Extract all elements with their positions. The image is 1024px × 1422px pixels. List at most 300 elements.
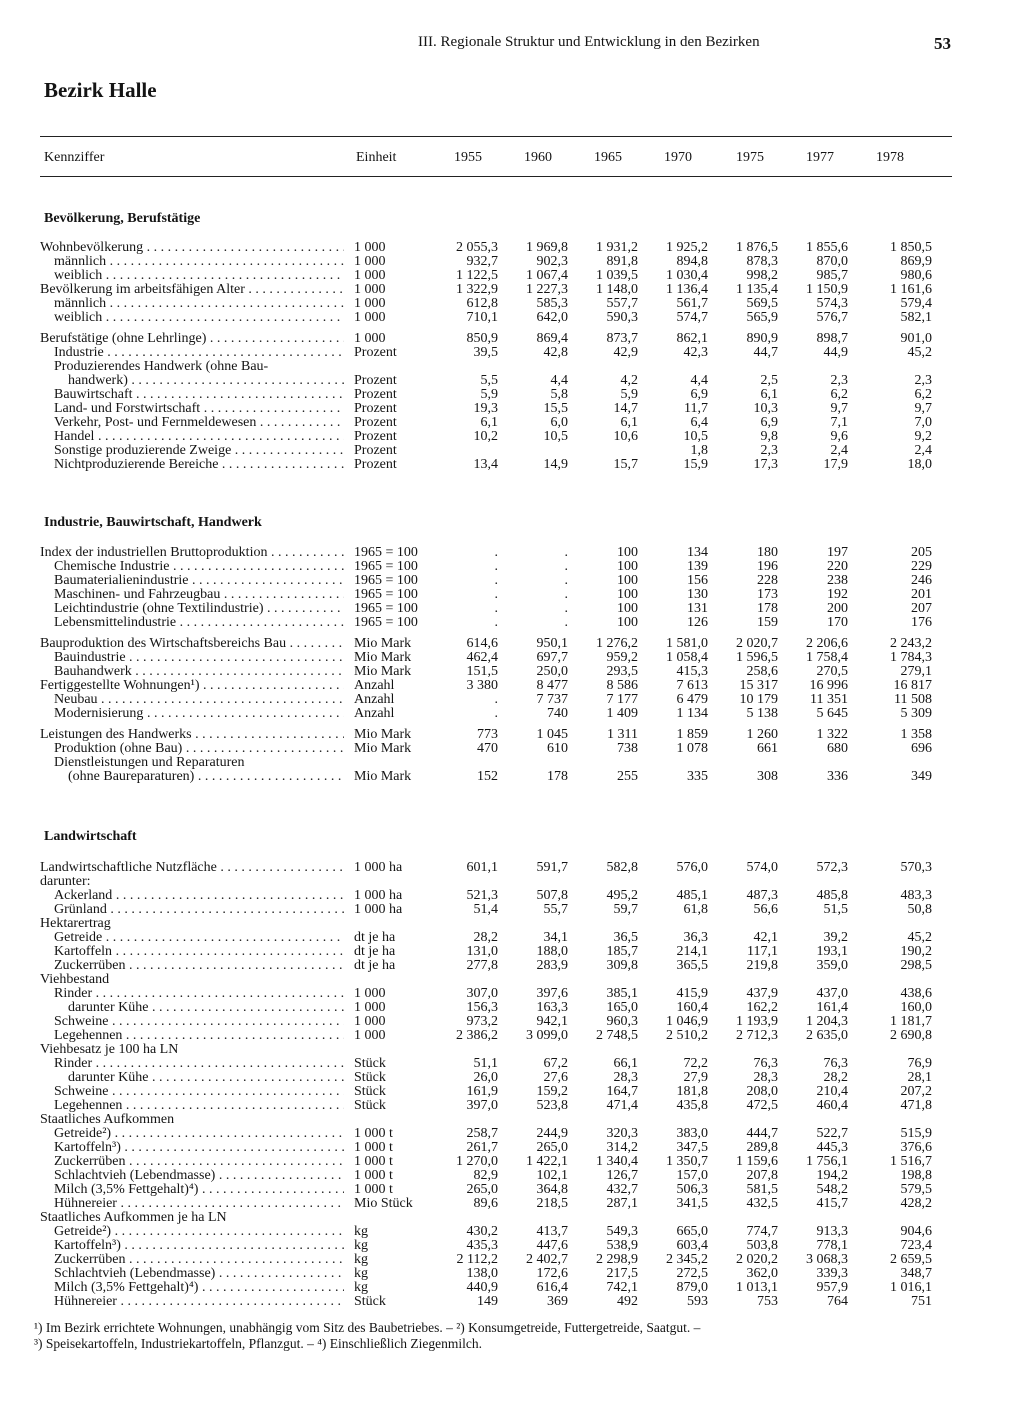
- table-row: [40, 1281, 960, 1295]
- row-value-1970: 160,4: [676, 1000, 708, 1015]
- table-row: [40, 1085, 960, 1099]
- row-value-1978: 751: [911, 1294, 932, 1309]
- row-value-1955: .: [494, 587, 498, 602]
- row-label: Baumaterialienindustrie . . .: [40, 574, 344, 588]
- column-header-year: 1965: [594, 150, 622, 165]
- row-unit: 1 000: [354, 332, 386, 346]
- row-value-1955: 440,9: [466, 1280, 498, 1295]
- table-row: [40, 1043, 960, 1057]
- row-label: Rinder . . .: [40, 1057, 344, 1071]
- row-value-1960: 585,3: [536, 296, 568, 311]
- row-value-1977: 437,0: [816, 986, 848, 1001]
- row-value-1970: 506,3: [676, 1182, 708, 1197]
- row-value-1975: 258,6: [746, 664, 778, 679]
- row-value-1965: 36,5: [613, 930, 638, 945]
- column-header-year: 1955: [454, 150, 482, 165]
- row-value-1965: 293,5: [606, 664, 638, 679]
- row-unit: Mio Mark: [354, 651, 412, 665]
- row-value-1975: 432,5: [746, 1196, 778, 1211]
- row-value-1978: 1 358: [900, 727, 932, 742]
- row-value-1965: 492: [617, 1294, 638, 1309]
- row-unit: Mio Mark: [354, 637, 412, 651]
- row-label: Hühnereier . . .: [40, 1197, 344, 1211]
- table-row: [40, 637, 960, 651]
- table-row: [40, 693, 960, 707]
- row-label: Hektarertrag: [40, 917, 111, 931]
- row-value-1955: 261,7: [466, 1140, 498, 1155]
- row-label: Modernisierung . . .: [40, 707, 344, 721]
- table-row: [40, 903, 960, 917]
- row-value-1977: 1 756,1: [806, 1154, 848, 1169]
- row-unit: Mio Mark: [354, 742, 412, 756]
- row-value-1970: 4,4: [690, 373, 708, 388]
- table-row: [40, 756, 960, 770]
- row-label: Schweine . . .: [40, 1015, 344, 1029]
- row-value-1977: 764: [827, 1294, 848, 1309]
- row-value-1970: 130: [687, 587, 708, 602]
- row-unit: 1 000 t: [354, 1141, 393, 1155]
- row-value-1970: 214,1: [676, 944, 708, 959]
- row-unit: 1 000: [354, 311, 386, 325]
- row-value-1960: 591,7: [536, 860, 568, 875]
- row-value-1977: 170: [827, 615, 848, 630]
- row-value-1960: 364,8: [536, 1182, 568, 1197]
- row-label: Staatliches Aufkommen je ha LN: [40, 1211, 227, 1225]
- row-label: Zuckerrüben . . .: [40, 959, 344, 973]
- row-label: Schlachtvieh (Lebendmasse) . . .: [40, 1169, 344, 1183]
- row-value-1977: 39,2: [823, 930, 848, 945]
- row-value-1960: 15,5: [543, 401, 568, 416]
- row-label: Handel . . .: [40, 430, 344, 444]
- row-value-1977: 28,2: [823, 1070, 848, 1085]
- row-label: Viehbestand: [40, 973, 110, 987]
- row-unit: 1965 = 100: [354, 546, 418, 560]
- row-value-1977: 870,0: [816, 254, 848, 269]
- table-row: [40, 402, 960, 416]
- row-value-1955: 28,2: [473, 930, 498, 945]
- row-value-1955: 462,4: [466, 650, 498, 665]
- row-value-1960: 163,3: [536, 1000, 568, 1015]
- row-label: Getreide²) . . .: [40, 1127, 344, 1141]
- row-value-1975: 208,0: [746, 1084, 778, 1099]
- row-value-1977: 2,4: [830, 443, 848, 458]
- row-value-1977: 778,1: [816, 1238, 848, 1253]
- row-value-1970: 156: [687, 573, 708, 588]
- row-value-1978: 246: [911, 573, 932, 588]
- row-value-1970: 561,7: [676, 296, 708, 311]
- row-value-1970: 1 581,0: [666, 636, 708, 651]
- row-label: Milch (3,5% Fettgehalt)⁴) . . .: [40, 1183, 344, 1197]
- row-label: Berufstätige (ohne Lehrlinge) . . .: [40, 332, 344, 346]
- table-row: [40, 987, 960, 1001]
- row-unit: 1965 = 100: [354, 616, 418, 630]
- row-value-1970: 15,9: [683, 457, 708, 472]
- row-value-1960: 869,4: [536, 331, 568, 346]
- row-value-1977: 193,1: [816, 944, 848, 959]
- row-value-1975: 472,5: [746, 1098, 778, 1113]
- row-value-1978: 198,8: [900, 1168, 932, 1183]
- row-value-1977: 1 758,4: [806, 650, 848, 665]
- row-value-1978: 428,2: [900, 1196, 932, 1211]
- table-row: [40, 742, 960, 756]
- row-value-1960: 4,4: [550, 373, 568, 388]
- table-row: [40, 360, 960, 374]
- row-value-1978: 515,9: [900, 1126, 932, 1141]
- row-unit: Anzahl: [354, 679, 395, 693]
- row-label: Produktion (ohne Bau) . . .: [40, 742, 344, 756]
- column-header-year: 1977: [806, 150, 834, 165]
- row-value-1977: 44,9: [823, 345, 848, 360]
- row-value-1960: 14,9: [543, 457, 568, 472]
- row-value-1975: 6,1: [760, 387, 778, 402]
- row-value-1975: 362,0: [746, 1266, 778, 1281]
- row-value-1955: 932,7: [466, 254, 498, 269]
- row-value-1955: 51,1: [473, 1056, 498, 1071]
- row-value-1975: 28,3: [753, 1070, 778, 1085]
- row-value-1960: 218,5: [536, 1196, 568, 1211]
- row-value-1978: 207: [911, 601, 932, 616]
- row-value-1960: 10,5: [543, 429, 568, 444]
- row-value-1965: 185,7: [606, 944, 638, 959]
- row-value-1955: .: [494, 692, 498, 707]
- row-value-1965: 6,1: [620, 415, 638, 430]
- row-value-1970: 415,3: [676, 664, 708, 679]
- table-row: [40, 1225, 960, 1239]
- row-value-1975: 1 159,6: [736, 1154, 778, 1169]
- row-value-1978: 2,4: [914, 443, 932, 458]
- row-unit: 1965 = 100: [354, 588, 418, 602]
- row-value-1965: 1 409: [606, 706, 638, 721]
- row-value-1975: 76,3: [753, 1056, 778, 1071]
- row-value-1977: 2 206,6: [806, 636, 848, 651]
- row-value-1960: 697,7: [536, 650, 568, 665]
- column-header-year: 1960: [524, 150, 552, 165]
- row-value-1970: 61,8: [683, 902, 708, 917]
- row-value-1955: 1 270,0: [456, 1154, 498, 1169]
- row-value-1978: 45,2: [907, 345, 932, 360]
- row-value-1960: 5,8: [550, 387, 568, 402]
- table-row: [40, 1253, 960, 1267]
- column-header-year: 1978: [876, 150, 904, 165]
- row-value-1960: 67,2: [543, 1056, 568, 1071]
- row-value-1975: 878,3: [746, 254, 778, 269]
- row-value-1960: 1 045: [536, 727, 568, 742]
- row-value-1977: 200: [827, 601, 848, 616]
- row-label: Zuckerrüben . . .: [40, 1155, 344, 1169]
- row-value-1955: 397,0: [466, 1098, 498, 1113]
- table-row: [40, 1155, 960, 1169]
- row-label: darunter Kühe . . .: [40, 1071, 344, 1085]
- row-value-1978: 2 690,8: [890, 1028, 932, 1043]
- row-value-1975: 207,8: [746, 1168, 778, 1183]
- row-label: Sonstige produzierende Zweige . . .: [40, 444, 344, 458]
- table-row: [40, 1057, 960, 1071]
- row-value-1970: 879,0: [676, 1280, 708, 1295]
- row-value-1960: 413,7: [536, 1224, 568, 1239]
- row-value-1970: 181,8: [676, 1084, 708, 1099]
- row-value-1965: 320,3: [606, 1126, 638, 1141]
- row-value-1978: 582,1: [900, 310, 932, 325]
- row-unit: Prozent: [354, 458, 397, 472]
- row-value-1978: 205: [911, 545, 932, 560]
- table-row: [40, 1267, 960, 1281]
- row-value-1977: 5 645: [816, 706, 848, 721]
- row-label: Wohnbevölkerung . . .: [40, 241, 344, 255]
- row-value-1965: 959,2: [606, 650, 638, 665]
- row-value-1970: 341,5: [676, 1196, 708, 1211]
- row-unit: Prozent: [354, 402, 397, 416]
- row-value-1978: 160,0: [900, 1000, 932, 1015]
- row-value-1975: 159: [757, 615, 778, 630]
- table-row: [40, 1239, 960, 1253]
- row-value-1978: 723,4: [900, 1238, 932, 1253]
- row-unit: 1 000 t: [354, 1183, 393, 1197]
- table-row: [40, 574, 960, 588]
- table-row: [40, 1015, 960, 1029]
- row-value-1960: 616,4: [536, 1280, 568, 1295]
- row-value-1975: 569,5: [746, 296, 778, 311]
- row-unit: Anzahl: [354, 693, 395, 707]
- row-value-1978: 376,6: [900, 1140, 932, 1155]
- row-value-1960: .: [564, 615, 568, 630]
- row-value-1965: 582,8: [606, 860, 638, 875]
- column-header-year: 1975: [736, 150, 764, 165]
- row-value-1970: 1 925,2: [666, 240, 708, 255]
- row-label: Hühnereier . . .: [40, 1295, 344, 1309]
- table-row: [40, 430, 960, 444]
- row-unit: Prozent: [354, 346, 397, 360]
- section-heading: Bevölkerung, Berufstätige: [44, 211, 201, 226]
- row-value-1970: 272,5: [676, 1266, 708, 1281]
- row-value-1965: 960,3: [606, 1014, 638, 1029]
- row-value-1977: 192: [827, 587, 848, 602]
- row-unit: Stück: [354, 1057, 386, 1071]
- row-value-1955: .: [494, 601, 498, 616]
- row-value-1960: 42,8: [543, 345, 568, 360]
- row-value-1970: 1 046,9: [666, 1014, 708, 1029]
- row-value-1955: 430,2: [466, 1224, 498, 1239]
- row-value-1977: 576,7: [816, 310, 848, 325]
- table-row: [40, 1029, 960, 1043]
- row-value-1970: 72,2: [683, 1056, 708, 1071]
- row-value-1955: .: [494, 615, 498, 630]
- row-value-1977: 2,3: [830, 373, 848, 388]
- row-value-1975: 1 193,9: [736, 1014, 778, 1029]
- row-value-1977: 680: [827, 741, 848, 756]
- row-unit: Stück: [354, 1071, 386, 1085]
- row-label: Leistungen des Handwerks . . .: [40, 728, 344, 742]
- row-value-1977: 194,2: [816, 1168, 848, 1183]
- row-value-1955: 307,0: [466, 986, 498, 1001]
- table-row: [40, 588, 960, 602]
- row-value-1977: 460,4: [816, 1098, 848, 1113]
- row-unit: Stück: [354, 1099, 386, 1113]
- row-value-1977: 522,7: [816, 1126, 848, 1141]
- row-value-1965: 100: [617, 615, 638, 630]
- row-value-1975: 1 013,1: [736, 1280, 778, 1295]
- row-value-1977: 957,9: [816, 1280, 848, 1295]
- row-value-1978: 298,5: [900, 958, 932, 973]
- row-value-1970: 36,3: [683, 930, 708, 945]
- row-value-1960: 265,0: [536, 1140, 568, 1155]
- row-label: Viehbesatz je 100 ha LN: [40, 1043, 179, 1057]
- table-row: [40, 679, 960, 693]
- row-value-1977: 336: [827, 769, 848, 784]
- row-value-1965: 164,7: [606, 1084, 638, 1099]
- row-value-1970: 1 134: [676, 706, 708, 721]
- row-value-1975: 2 020,7: [736, 636, 778, 651]
- row-value-1975: 42,1: [753, 930, 778, 945]
- table-row: [40, 374, 960, 388]
- row-value-1955: 51,4: [473, 902, 498, 917]
- row-unit: Prozent: [354, 388, 397, 402]
- row-unit: dt je ha: [354, 959, 396, 973]
- row-value-1978: 176: [911, 615, 932, 630]
- row-value-1977: 1 322: [816, 727, 848, 742]
- row-value-1960: 102,1: [536, 1168, 568, 1183]
- row-value-1970: 894,8: [676, 254, 708, 269]
- row-value-1970: 1 350,7: [666, 1154, 708, 1169]
- row-value-1970: 862,1: [676, 331, 708, 346]
- row-value-1978: 6,2: [914, 387, 932, 402]
- row-value-1965: 100: [617, 587, 638, 602]
- row-value-1975: 5 138: [746, 706, 778, 721]
- row-value-1975: 9,8: [760, 429, 778, 444]
- row-value-1977: 210,4: [816, 1084, 848, 1099]
- row-unit: Mio Mark: [354, 770, 412, 784]
- row-value-1970: 1 859: [676, 727, 708, 742]
- row-value-1960: 27,6: [543, 1070, 568, 1085]
- row-value-1960: 397,6: [536, 986, 568, 1001]
- row-value-1977: 9,7: [830, 401, 848, 416]
- row-value-1960: 250,0: [536, 664, 568, 679]
- row-value-1965: 309,8: [606, 958, 638, 973]
- row-value-1978: 9,2: [914, 429, 932, 444]
- row-label: Industrie . . .: [40, 346, 344, 360]
- row-value-1965: 165,0: [606, 1000, 638, 1015]
- row-value-1960: 369: [547, 1294, 568, 1309]
- row-value-1977: 985,7: [816, 268, 848, 283]
- row-value-1970: 42,3: [683, 345, 708, 360]
- row-value-1977: 197: [827, 545, 848, 560]
- row-value-1960: 188,0: [536, 944, 568, 959]
- row-value-1955: 89,6: [473, 1196, 498, 1211]
- row-value-1978: 5 309: [900, 706, 932, 721]
- table-row: [40, 889, 960, 903]
- table-row: [40, 1183, 960, 1197]
- row-value-1965: 385,1: [606, 986, 638, 1001]
- row-value-1975: 219,8: [746, 958, 778, 973]
- row-value-1960: 1 969,8: [526, 240, 568, 255]
- table-row: [40, 416, 960, 430]
- row-value-1975: 1 876,5: [736, 240, 778, 255]
- row-value-1975: 56,6: [753, 902, 778, 917]
- row-value-1978: 1 784,3: [890, 650, 932, 665]
- row-value-1975: 173: [757, 587, 778, 602]
- row-value-1955: 13,4: [473, 457, 498, 472]
- row-value-1960: 159,2: [536, 1084, 568, 1099]
- row-unit: 1 000 t: [354, 1169, 393, 1183]
- row-value-1975: 487,3: [746, 888, 778, 903]
- row-value-1978: 696: [911, 741, 932, 756]
- row-unit: 1965 = 100: [354, 574, 418, 588]
- row-value-1978: 1 516,7: [890, 1154, 932, 1169]
- row-value-1965: 891,8: [606, 254, 638, 269]
- row-value-1970: 1 078: [676, 741, 708, 756]
- row-value-1955: 2 386,2: [456, 1028, 498, 1043]
- row-value-1975: 581,5: [746, 1182, 778, 1197]
- row-value-1960: 2 402,7: [526, 1252, 568, 1267]
- row-value-1977: 2 635,0: [806, 1028, 848, 1043]
- row-unit: Mio Mark: [354, 665, 412, 679]
- row-value-1965: 1 311: [607, 727, 638, 742]
- row-value-1977: 3 068,3: [806, 1252, 848, 1267]
- row-value-1965: 2 748,5: [596, 1028, 638, 1043]
- row-label: weiblich . . .: [40, 311, 344, 325]
- row-value-1965: 557,7: [606, 296, 638, 311]
- table-row: [40, 241, 960, 255]
- row-value-1965: 738: [617, 741, 638, 756]
- row-value-1977: 572,3: [816, 860, 848, 875]
- row-value-1965: 1 148,0: [596, 282, 638, 297]
- row-label: Nichtproduzierende Bereiche . . .: [40, 458, 344, 472]
- row-value-1955: 151,5: [466, 664, 498, 679]
- rule-top: [40, 136, 952, 137]
- row-value-1977: 1 204,3: [806, 1014, 848, 1029]
- row-value-1970: 665,0: [676, 1224, 708, 1239]
- row-label: Kartoffeln³) . . .: [40, 1141, 344, 1155]
- row-value-1960: .: [564, 587, 568, 602]
- row-value-1975: 308: [757, 769, 778, 784]
- row-value-1960: 6,0: [550, 415, 568, 430]
- row-value-1955: 258,7: [466, 1126, 498, 1141]
- column-header-indicator: Kennziffer: [44, 150, 105, 165]
- row-value-1978: 570,3: [900, 860, 932, 875]
- row-unit: 1 000: [354, 283, 386, 297]
- row-value-1955: 152: [477, 769, 498, 784]
- table-row: [40, 875, 960, 889]
- row-value-1955: 435,3: [466, 1238, 498, 1253]
- row-value-1955: 131,0: [466, 944, 498, 959]
- column-header-unit: Einheit: [356, 150, 397, 165]
- row-value-1978: 229: [911, 559, 932, 574]
- row-value-1975: 17,3: [753, 457, 778, 472]
- row-value-1955: 710,1: [466, 310, 498, 325]
- row-value-1955: 5,9: [480, 387, 498, 402]
- row-value-1960: 447,6: [536, 1238, 568, 1253]
- row-value-1977: 51,5: [823, 902, 848, 917]
- row-value-1960: 610: [547, 741, 568, 756]
- row-value-1975: 162,2: [746, 1000, 778, 1015]
- table-row: [40, 388, 960, 402]
- row-value-1975: 444,7: [746, 1126, 778, 1141]
- row-value-1977: 16 996: [809, 678, 848, 693]
- table-row: [40, 707, 960, 721]
- row-value-1975: 289,8: [746, 1140, 778, 1155]
- row-value-1978: 190,2: [900, 944, 932, 959]
- row-value-1955: 19,3: [473, 401, 498, 416]
- table-row: [40, 665, 960, 679]
- row-value-1965: 1 340,4: [596, 1154, 638, 1169]
- row-value-1978: 349: [911, 769, 932, 784]
- row-value-1960: 244,9: [536, 1126, 568, 1141]
- row-value-1977: 548,2: [816, 1182, 848, 1197]
- table-row: [40, 1295, 960, 1309]
- table-row: [40, 269, 960, 283]
- row-value-1970: 27,9: [683, 1070, 708, 1085]
- table-row: [40, 311, 960, 325]
- row-value-1960: 902,3: [536, 254, 568, 269]
